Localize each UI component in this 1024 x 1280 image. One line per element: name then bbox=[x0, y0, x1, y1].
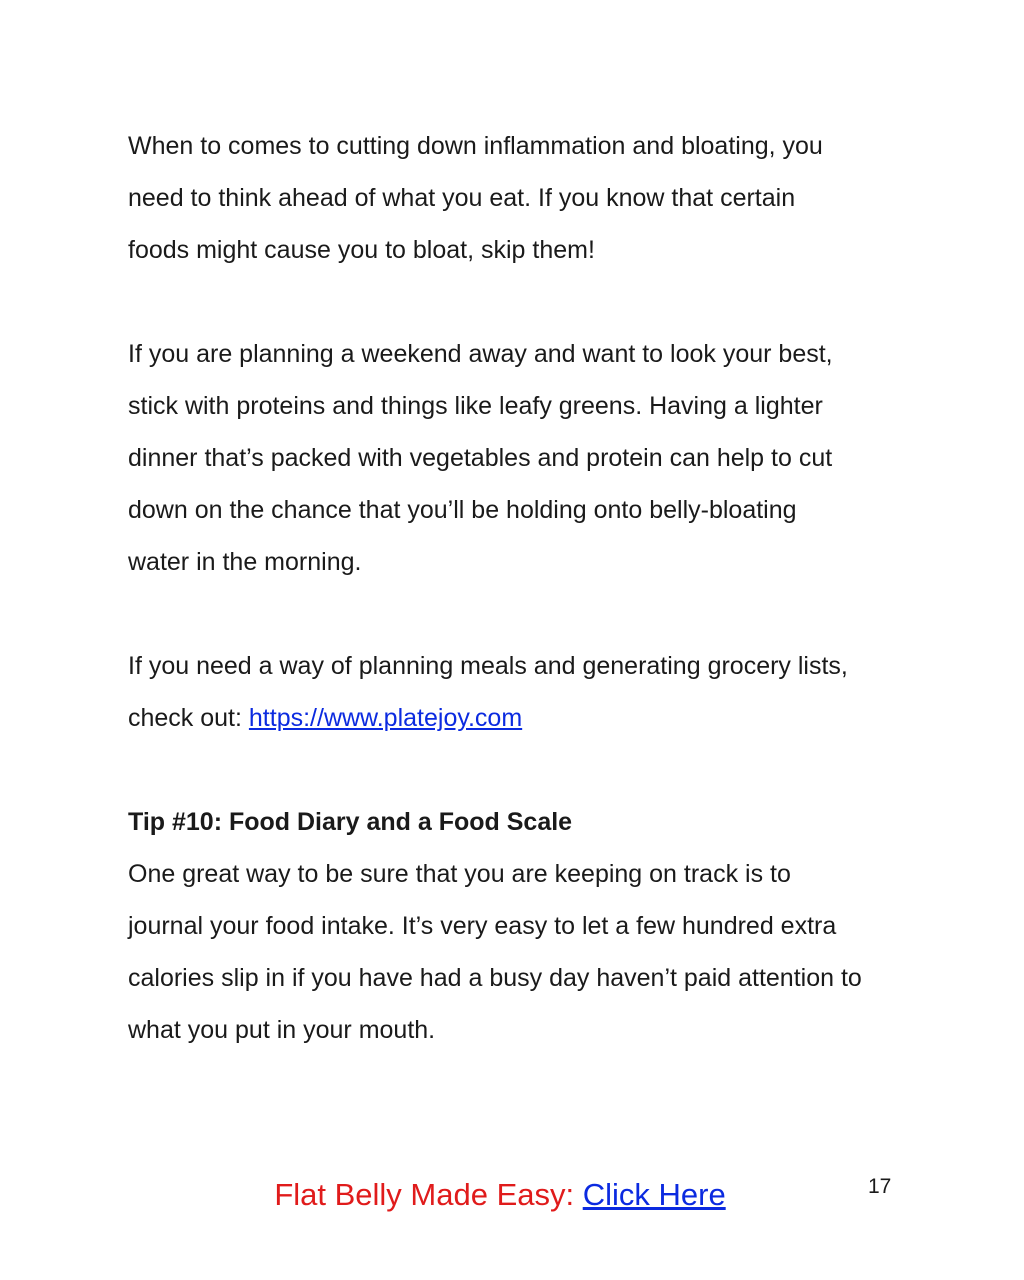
body-line: If you are planning a weekend away and want to look your best, bbox=[128, 340, 833, 368]
body-line: If you need a way of planning meals and generating grocery lists, bbox=[128, 652, 848, 680]
platejoy-link[interactable]: https://www.platejoy.com bbox=[248, 704, 523, 732]
body-content bbox=[128, 120, 908, 1056]
paragraph-spacer bbox=[128, 744, 908, 796]
body-line: water in the morning. bbox=[128, 548, 362, 576]
link-prefix: check out: bbox=[128, 704, 249, 732]
body-line: When to comes to cutting down inflammation and bloating, you bbox=[128, 132, 823, 160]
body-line: calories slip in if you have had a busy day haven’t paid attention to bbox=[128, 964, 862, 992]
body-line: foods might cause you to bloat, skip them! bbox=[128, 236, 595, 264]
body-line: dinner that’s packed with vegetables and protein can help to cut bbox=[128, 444, 833, 472]
body-line-with-link bbox=[128, 692, 908, 744]
page-number: 17 bbox=[868, 1175, 892, 1198]
body-line: journal your food intake. It’s very easy to let a few hundred extra bbox=[128, 912, 837, 940]
footer-banner bbox=[0, 1172, 1000, 1218]
body-line: what you put in your mouth. bbox=[128, 1016, 436, 1044]
footer-promo-text: Flat Belly Made Easy: bbox=[274, 1177, 583, 1212]
body-line: down on the chance that you’ll be holding onto belly-bloating bbox=[128, 496, 797, 524]
body-line: One great way to be sure that you are keeping on track is to bbox=[128, 860, 791, 888]
click-here-link[interactable]: Click Here bbox=[582, 1177, 726, 1212]
body-line: need to think ahead of what you eat. If you know that certain bbox=[128, 184, 796, 212]
body-line: stick with proteins and things like leafy greens. Having a lighter bbox=[128, 392, 823, 420]
tip-heading: Tip #10: Food Diary and a Food Scale bbox=[128, 808, 573, 836]
paragraph-spacer bbox=[128, 588, 908, 640]
paragraph-spacer bbox=[128, 276, 908, 328]
